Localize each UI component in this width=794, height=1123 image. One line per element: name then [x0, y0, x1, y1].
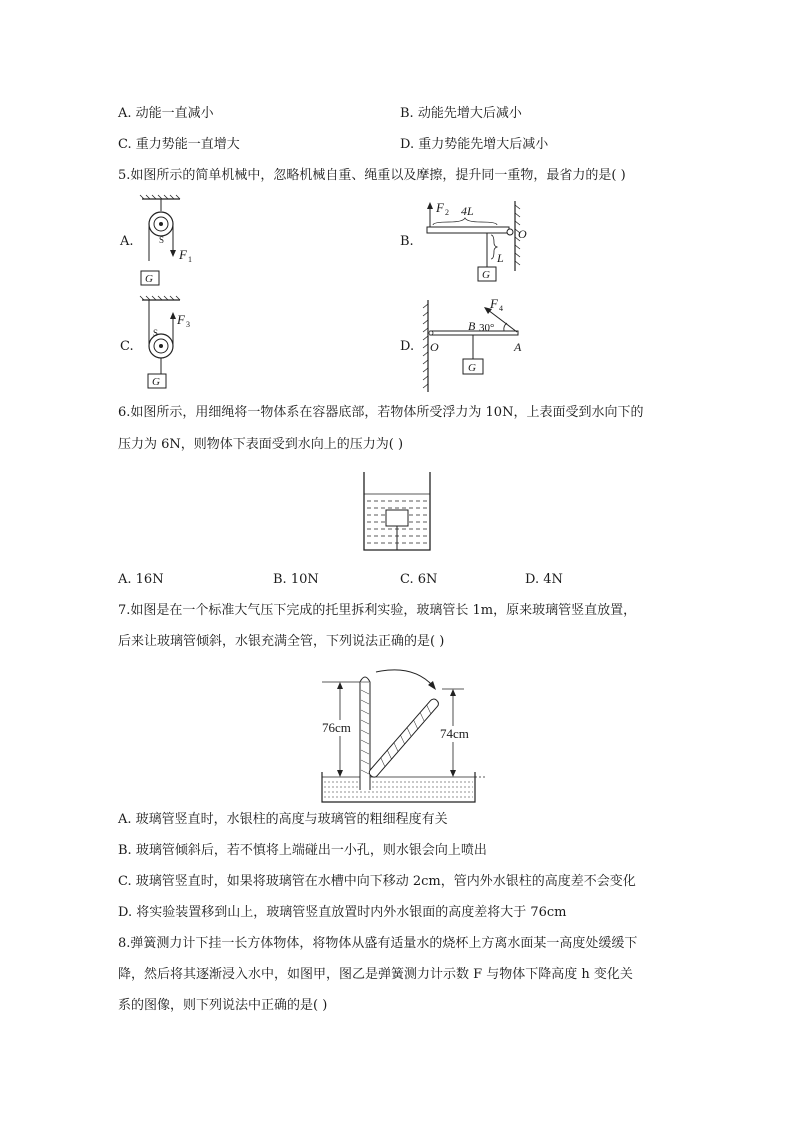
q8-stem-line3: 系的图像，则下列说法中正确的是( )	[118, 998, 328, 1013]
q5-figure-a-fixed-pulley	[138, 195, 208, 290]
q7-option-d: D. 将实验装置移到山上，玻璃管竖直放置时内外水银面的高度差将大于 76cm	[118, 905, 567, 920]
q5-figure-b-length-l: L	[497, 251, 504, 265]
q7-figure-torricelli	[318, 660, 488, 808]
q6-figure-container	[362, 470, 434, 554]
q5-label-c: C.	[120, 339, 134, 354]
q6-stem-line2: 压力为 6N，则物体下表面受到水向上的压力为( )	[118, 437, 404, 452]
q4-option-b: B. 动能先增大后减小	[400, 106, 522, 121]
q7-stem-line1: 7.如图是在一个标准大气压下完成的托里拆利实验，玻璃管长 1m，原来玻璃管竖直放置，	[118, 603, 637, 618]
q5-figure-b-length-4l: 4L	[461, 204, 474, 218]
q5-label-a: A.	[120, 234, 134, 249]
q5-figure-d-point-a-label: A	[514, 340, 522, 354]
q5-label-b: B.	[400, 234, 414, 249]
q7-stem-line2: 后来让玻璃管倾斜，水银充满全管，下列说法正确的是( )	[118, 634, 445, 649]
q5-figure-d-angle-label: 30°	[479, 322, 495, 334]
q5-figure-b-force-sub: 2	[445, 208, 449, 217]
q5-figure-d-point-b-label: B	[468, 319, 476, 333]
q4-option-a: A. 动能一直减小	[118, 106, 214, 121]
q6-option-d: D. 4N	[525, 572, 563, 587]
q6-option-c: C. 6N	[400, 572, 438, 587]
q5-figure-b-force-label: F	[436, 200, 444, 215]
q4-option-c: C. 重力势能一直增大	[118, 137, 240, 152]
q5-figure-d-pivot-label: O	[430, 340, 439, 354]
q7-option-c: C. 玻璃管竖直时，如果将玻璃管在水槽中向下移动 2cm，管内外水银柱的高度差不会变化	[118, 874, 636, 889]
q6-option-b: B. 10N	[273, 572, 319, 587]
q5-figure-a-force-sub: 1	[188, 255, 192, 264]
q5-figure-d-force-sub: 4	[499, 304, 503, 313]
q5-figure-b-pivot-label: O	[518, 227, 527, 241]
q5-figure-a-hook-label: S	[159, 235, 165, 245]
q5-figure-b-weight-label: G	[482, 269, 490, 281]
q5-figure-c-force-label: F	[177, 312, 185, 327]
q5-figure-a-weight-label: G	[145, 273, 153, 285]
q4-option-d: D. 重力势能先增大后减小	[400, 137, 549, 152]
q5-figure-a-force-label: F	[179, 247, 187, 262]
q5-figure-c-hook-label: S	[153, 328, 159, 338]
q5-figure-c-weight-label: G	[152, 376, 160, 388]
q5-figure-b-lever	[425, 195, 535, 285]
q7-option-b: B. 玻璃管倾斜后，若不慎将上端碰出一小孔，则水银会向上喷出	[118, 843, 487, 858]
q8-stem-line1: 8.弹簧测力计下挂一长方体物体，将物体从盛有适量水的烧杯上方离水面某一高度处缓缓下	[118, 936, 638, 951]
q7-option-a: A. 玻璃管竖直时，水银柱的高度与玻璃管的粗细程度有关	[118, 812, 448, 827]
q5-figure-c-force-sub: 3	[186, 320, 190, 329]
q5-figure-d-force-label: F	[490, 296, 498, 311]
q6-option-a: A. 16N	[118, 572, 164, 587]
q6-stem-line1: 6.如图所示，用细绳将一物体系在容器底部，若物体所受浮力为 10N，上表面受到水向下的	[118, 405, 644, 420]
q8-stem-line2: 降，然后将其逐渐浸入水中，如图甲，图乙是弹簧测力计示数 F 与物体下降高度 h 变化关	[118, 967, 633, 982]
q7-figure-left-height: 76cm	[322, 720, 351, 735]
q7-figure-right-height: 74cm	[440, 726, 469, 741]
q5-figure-c-movable-pulley	[138, 296, 208, 396]
q5-stem: 5.如图所示的简单机械中，忽略机械自重、绳重以及摩擦，提升同一重物，最省力的是( )	[118, 168, 626, 183]
q5-label-d: D.	[400, 339, 415, 354]
q5-figure-d-lever	[418, 296, 533, 396]
q5-figure-d-weight-label: G	[468, 362, 476, 374]
